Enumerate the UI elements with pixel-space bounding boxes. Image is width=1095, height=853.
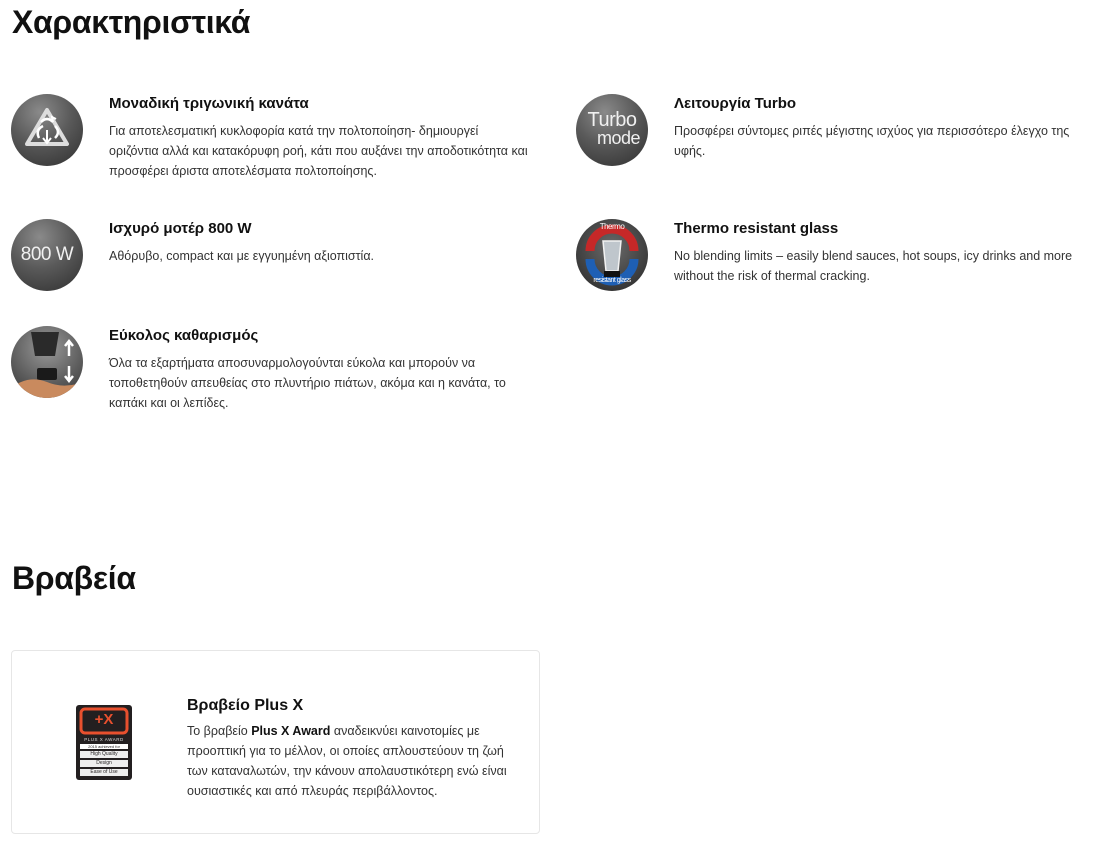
award-logo-badge-quality: High Quality xyxy=(80,751,128,758)
turbo-mode-icon xyxy=(576,94,648,166)
feature-title: Εύκολος καθαρισμός xyxy=(109,327,259,344)
award-text-after: αναδεικνύει καινοτομίες με προοπτική για το μέλλον, οι οποίες απλουστεύουν τη ζωή των καταναλωτών, την κάνουν απολαυστικότερη ενώ είναι ουσιαστικές και από πλευράς περιβάλλοντος. xyxy=(187,724,507,798)
feature-description: No blending limits – easily blend sauces, hot soups, icy drinks and more without the risk of thermal cracking. xyxy=(674,249,1073,283)
award-text-bold: Plus X Award xyxy=(251,724,331,738)
award-logo-year: 2015 achieved for xyxy=(80,744,128,749)
features-heading: Χαρακτηριστικά xyxy=(12,4,251,40)
feature-description: Όλα τα εξαρτήματα αποσυναρμολογούνται εύκολα και μπορούν να τοποθετηθούν απευθείας στο πλυντήριο πιάτων, ακόμα και η κανάτα, το καπάκι και οι λεπίδες. xyxy=(109,356,506,410)
feature-description: Προσφέρει σύντομες ριπές μέγιστης ισχύος για περισσότερο έλεγχο της υφής. xyxy=(674,124,1070,158)
motor-800w-icon xyxy=(11,219,83,291)
turbo-icon-text: Turbo xyxy=(587,109,637,131)
award-logo-badge-ease: Ease of Use xyxy=(80,769,128,776)
award-logo-badge-design: Design xyxy=(80,760,128,767)
feature-description: Για αποτελεσματική κυκλοφορία κατά την πολτοποίηση- δημιουργεί οριζόντια αλλά και κατακόρυφη ροή, κάτι που αυξάνει την αποδοτικότητα και προσφέρει άριστα αποτελέσματα πολτοποίησης. xyxy=(109,124,528,178)
feature-title: Μοναδική τριγωνική κανάτα xyxy=(109,95,309,112)
triangular-jug-icon xyxy=(11,94,83,166)
award-description xyxy=(187,721,517,801)
motor-icon-text: 800 W xyxy=(20,244,74,265)
feature-title: Λειτουργία Turbo xyxy=(674,95,797,112)
thermo-icon-text: Thermo xyxy=(599,222,625,231)
award-logo-brand: PLUS X AWARD xyxy=(84,737,124,742)
feature-title: Thermo resistant glass xyxy=(674,220,839,237)
feature-title: Ισχυρό μοτέρ 800 W xyxy=(109,220,252,237)
mode-icon-text: mode xyxy=(596,128,640,148)
easy-clean-icon xyxy=(11,326,83,398)
resistant-glass-icon-text: resistant glass xyxy=(593,277,631,284)
award-text-before: Το βραβείο xyxy=(187,724,252,738)
feature-description: Αθόρυβο, compact και με εγγυημένη αξιοπιστία. xyxy=(109,249,375,263)
awards-heading: Βραβεία xyxy=(12,560,136,596)
award-logo-mark: +X xyxy=(94,711,114,728)
thermo-glass-icon xyxy=(576,219,648,291)
award-card xyxy=(11,650,540,834)
plus-x-award-logo xyxy=(76,705,132,780)
award-title: Βραβείο Plus X xyxy=(187,697,304,714)
